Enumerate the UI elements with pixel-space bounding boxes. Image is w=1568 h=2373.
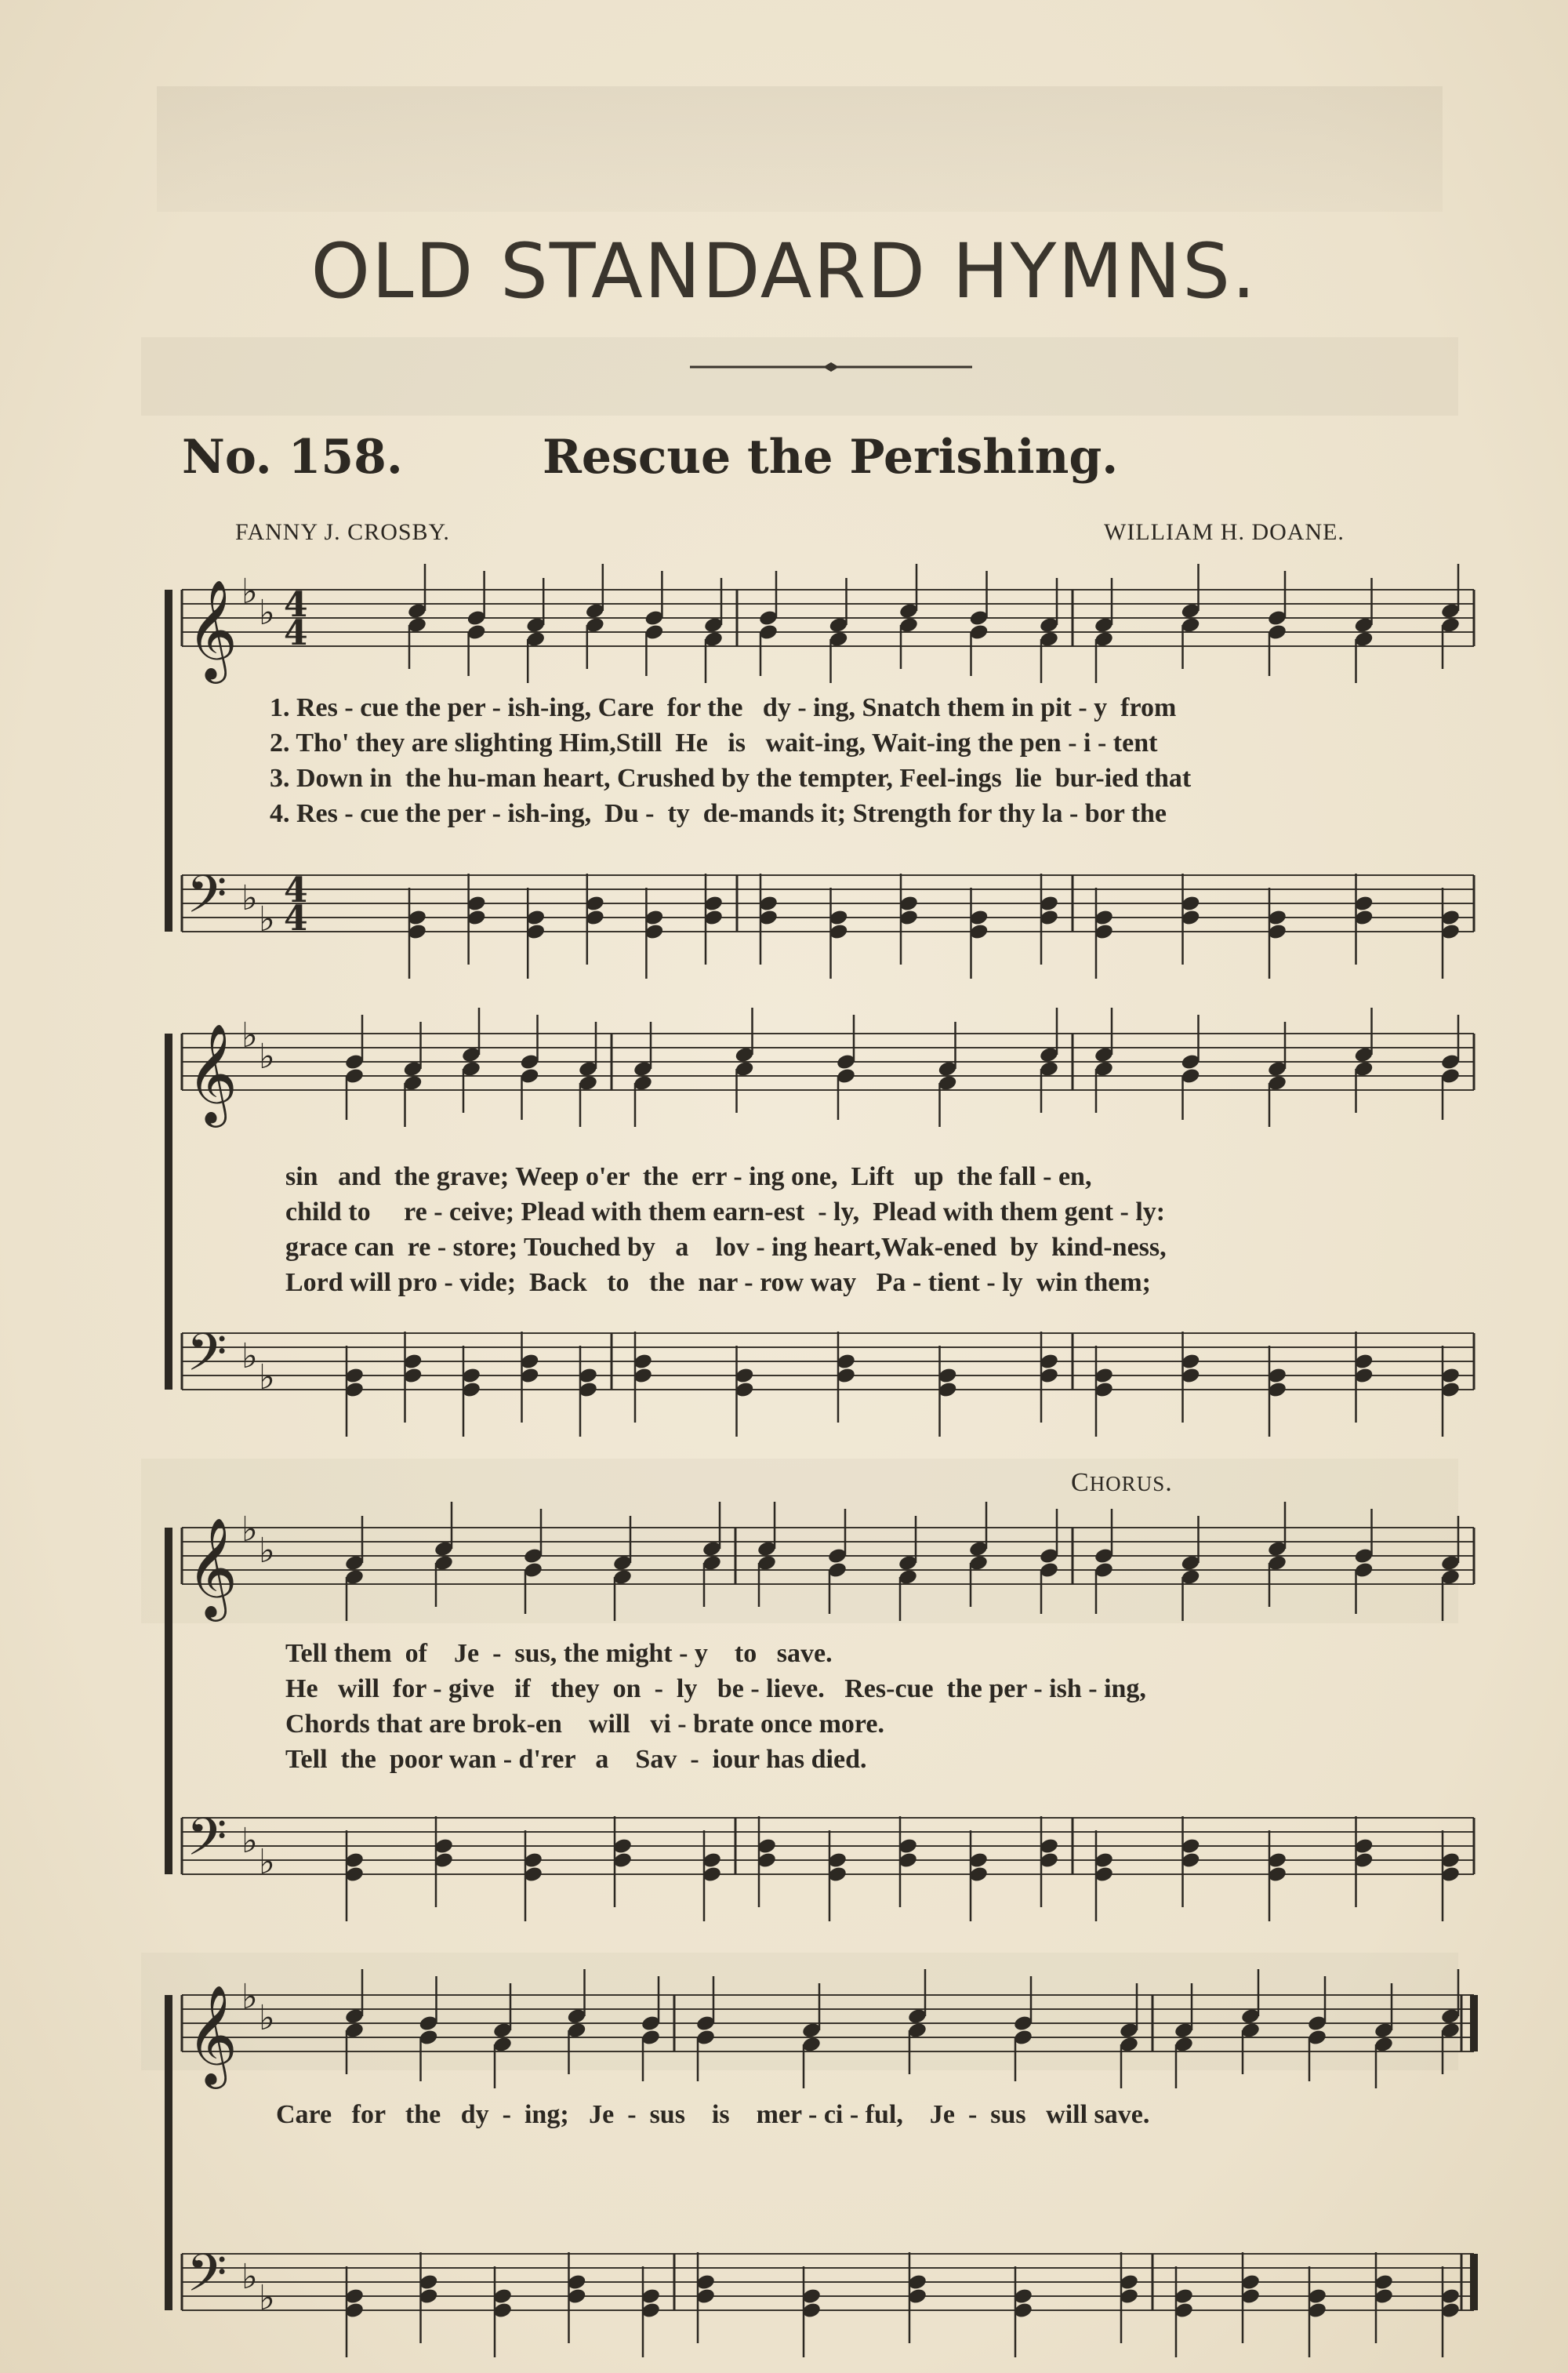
note-chord	[633, 1022, 653, 1127]
bass-staff	[182, 2243, 1474, 2357]
note-chord	[907, 1969, 927, 2074]
note-chord	[1174, 2266, 1194, 2357]
treble-staff	[182, 1008, 1474, 1128]
note-chord	[1240, 2252, 1261, 2343]
note-chord	[1039, 874, 1059, 965]
note-chord	[1094, 578, 1114, 683]
note-chord	[566, 1969, 586, 2074]
note-chord	[1353, 1332, 1374, 1423]
note-chord	[523, 1830, 543, 1921]
lyric-line: sin and the grave; Weep o'er the err - ing one, Lift up the fall - en,	[285, 1162, 1092, 1191]
note-chord	[612, 1516, 633, 1621]
note-chord	[703, 578, 724, 683]
note-chord	[1094, 1008, 1114, 1113]
note-chord	[344, 1830, 365, 1921]
note-chord	[828, 578, 848, 683]
system-bracket	[165, 1528, 172, 1874]
treble-clef-icon: 𝄞	[187, 1984, 238, 2084]
note-chord	[1180, 1816, 1200, 1907]
flat-icon: ♭	[259, 593, 275, 633]
note-chord	[641, 2266, 661, 2357]
bass-clef-icon: 𝄢	[187, 1322, 227, 1395]
flat-icon: ♭	[259, 1842, 275, 1882]
composer-credit: WILLIAM H. DOANE.	[1104, 519, 1345, 545]
note-chord	[1267, 1022, 1287, 1127]
note-chord	[968, 1830, 989, 1921]
note-chord	[898, 1816, 918, 1907]
note-chord	[492, 2266, 513, 2357]
system-bracket	[165, 590, 172, 932]
note-chord	[968, 571, 989, 676]
book-title: OLD STANDARD HYMNS.	[310, 227, 1258, 315]
flat-icon: ♭	[259, 1998, 275, 2038]
bass-staff	[182, 864, 1474, 979]
lyric-line: Chords that are brok-en will vi - brate once more.	[285, 1710, 884, 1739]
flat-icon: ♭	[241, 1016, 258, 1056]
note-chord	[519, 1015, 539, 1120]
flat-icon: ♭	[259, 1037, 275, 1077]
note-chord	[1307, 1976, 1327, 2081]
note-chord	[1180, 564, 1200, 669]
note-chord	[703, 874, 724, 965]
note-chord	[344, 1516, 365, 1621]
note-chord	[466, 874, 487, 965]
system-bracket	[165, 1995, 172, 2310]
flat-icon: ♭	[241, 1821, 258, 1861]
note-chord	[644, 888, 664, 979]
note-chord	[566, 2252, 586, 2343]
note-chord	[407, 888, 427, 979]
note-chord	[695, 1976, 716, 2081]
note-chord	[1353, 1008, 1374, 1113]
flat-icon: ♭	[259, 899, 275, 939]
note-chord	[1094, 1830, 1114, 1921]
flat-icon: ♭	[241, 1336, 258, 1376]
note-chord	[1440, 1015, 1461, 1120]
note-chord	[402, 1332, 423, 1423]
lyric-line: He will for - give if they on - ly be - lieve. Res-cue the per - ish - ing,	[285, 1674, 1146, 1703]
lyric-line: child to re - ceive; Plead with them earn-est - ly, Plead with them gent - ly:	[285, 1197, 1166, 1226]
note-chord	[836, 1015, 856, 1120]
bass-clef-icon: 𝄢	[187, 1807, 227, 1880]
note-chord	[898, 1516, 918, 1621]
note-chord	[695, 2252, 716, 2343]
note-chord	[407, 564, 427, 669]
flat-icon: ♭	[241, 1977, 258, 2017]
note-chord	[1039, 1816, 1059, 1907]
note-chord	[1353, 874, 1374, 965]
flat-icon: ♭	[259, 2278, 275, 2318]
note-chord	[344, 1015, 365, 1120]
note-chord	[1440, 2266, 1461, 2357]
note-chord	[1440, 1830, 1461, 1921]
note-chord	[758, 571, 779, 676]
chorus-label: CHORUS.	[1071, 1468, 1173, 1497]
lyricist-credit: FANNY J. CROSBY.	[235, 519, 450, 545]
note-chord	[1440, 564, 1461, 669]
note-chord	[1039, 1332, 1059, 1423]
note-chord	[1180, 1015, 1200, 1120]
note-chord	[519, 1332, 539, 1423]
note-chord	[402, 1022, 423, 1127]
note-chord	[1440, 1516, 1461, 1621]
note-chord	[1307, 2266, 1327, 2357]
note-chord	[434, 1816, 454, 1907]
note-chord	[1440, 1346, 1461, 1437]
note-chord	[702, 1502, 722, 1607]
lyric-line: 4. Res - cue the per - ish-ing, Du - ty de-mands it; Strength for thy la - bor the	[270, 799, 1167, 828]
bass-clef-icon: 𝄢	[187, 864, 227, 937]
bass-staff	[182, 1807, 1474, 1921]
flat-icon: ♭	[241, 2257, 258, 2297]
note-chord	[1267, 1830, 1287, 1921]
note-chord	[466, 571, 487, 676]
note-chord	[702, 1830, 722, 1921]
note-chord	[1240, 1969, 1261, 2074]
note-chord	[585, 874, 605, 965]
note-chord	[1353, 1509, 1374, 1614]
note-chord	[1180, 1332, 1200, 1423]
note-chord	[827, 1509, 848, 1614]
note-chord	[578, 1022, 598, 1127]
time-signature-digit: 4	[284, 870, 308, 910]
note-chord	[1039, 578, 1059, 683]
treble-clef-icon: 𝄞	[187, 579, 238, 679]
note-chord	[801, 1983, 822, 2088]
note-chord	[1094, 888, 1114, 979]
note-chord	[1039, 1509, 1059, 1614]
note-chord	[801, 2266, 822, 2357]
note-chord	[1440, 888, 1461, 979]
note-chord	[344, 2266, 365, 2357]
note-chord	[1267, 571, 1287, 676]
treble-clef-icon: 𝄞	[187, 1517, 238, 1617]
note-chord	[1374, 2252, 1394, 2343]
time-signature-digit: 4	[284, 899, 308, 939]
note-chord	[1094, 1346, 1114, 1437]
note-chord	[1013, 2266, 1033, 2357]
bass-clef-icon: 𝄢	[187, 2243, 227, 2316]
note-chord	[757, 1502, 777, 1607]
bass-staff	[182, 1322, 1474, 1437]
system-bracket	[165, 1034, 172, 1390]
note-chord	[418, 1976, 438, 2081]
hymn-title: Rescue the Perishing.	[543, 430, 1119, 485]
treble-staff	[182, 564, 1474, 684]
lyric-line: Tell them of Je - sus, the might - y to save.	[285, 1639, 833, 1668]
note-chord	[907, 2252, 927, 2343]
note-chord	[968, 1502, 989, 1607]
note-chord	[1267, 888, 1287, 979]
note-chord	[1119, 2252, 1139, 2343]
note-chord	[461, 1008, 481, 1113]
note-chord	[525, 888, 546, 979]
note-chord	[1267, 1502, 1287, 1607]
note-chord	[757, 1816, 777, 1907]
time-signature-digit: 4	[284, 585, 308, 625]
note-chord	[898, 874, 919, 965]
lyric-line: Lord will pro - vide; Back to the nar - row way Pa - tient - ly win them;	[285, 1268, 1151, 1297]
lyric-line: 3. Down in the hu-man heart, Crushed by the tempter, Feel-ings lie bur-ied that	[270, 764, 1192, 793]
lyric-line: 2. Tho' they are slighting Him,Still He is wait-ing, Wait-ing the pen - i - tent	[270, 729, 1158, 758]
note-chord	[578, 1346, 598, 1437]
note-chord	[734, 1008, 754, 1113]
note-chord	[937, 1346, 957, 1437]
lyric-line: Care for the dy - ing; Je - sus is mer - ci - ful, Je - sus will save.	[276, 2100, 1150, 2129]
note-chord	[1267, 1346, 1287, 1437]
note-chord	[633, 1332, 653, 1423]
flat-icon: ♭	[241, 572, 258, 612]
flat-icon: ♭	[241, 878, 258, 918]
treble-staff	[182, 1969, 1474, 2089]
lyric-line: 1. Res - cue the per - ish-ing, Care for the dy - ing, Snatch them in pit - y from	[270, 693, 1177, 722]
note-chord	[585, 564, 605, 669]
note-chord	[525, 578, 546, 683]
note-chord	[1119, 1983, 1139, 2088]
note-chord	[937, 1022, 957, 1127]
note-chord	[1180, 1516, 1200, 1621]
note-chord	[1013, 1976, 1033, 2081]
note-chord	[1174, 1983, 1194, 2088]
music-system	[165, 1969, 1474, 2357]
note-chord	[418, 2252, 438, 2343]
hymn-number: No. 158.	[182, 430, 403, 485]
note-chord	[827, 1830, 848, 1921]
note-chord	[612, 1816, 633, 1907]
note-chord	[734, 1346, 754, 1437]
note-chord	[344, 1969, 365, 2074]
flat-icon: ♭	[241, 1510, 258, 1550]
treble-clef-icon: 𝄞	[187, 1023, 238, 1123]
note-chord	[434, 1502, 454, 1607]
note-chord	[344, 1346, 365, 1437]
note-chord	[641, 1976, 661, 2081]
time-signature-digit: 4	[284, 613, 308, 653]
note-chord	[644, 571, 664, 676]
note-chord	[523, 1509, 543, 1614]
flat-icon: ♭	[259, 1357, 275, 1397]
lyric-line: grace can re - store; Touched by a lov - ing heart,Wak-ened by kind-ness,	[285, 1233, 1167, 1262]
note-chord	[461, 1346, 481, 1437]
note-chord	[836, 1332, 856, 1423]
note-chord	[758, 874, 779, 965]
note-chord	[492, 1983, 513, 2088]
note-chord	[1353, 1816, 1374, 1907]
lyric-line: Tell the poor wan - d'rer a Sav - iour has died.	[285, 1745, 867, 1774]
note-chord	[1440, 1969, 1461, 2074]
note-chord	[1374, 1983, 1394, 2088]
note-chord	[1353, 578, 1374, 683]
note-chord	[1039, 1008, 1059, 1113]
note-chord	[828, 888, 848, 979]
note-chord	[1180, 874, 1200, 965]
treble-staff	[182, 1502, 1474, 1622]
note-chord	[968, 888, 989, 979]
flat-icon: ♭	[259, 1531, 275, 1571]
note-chord	[898, 564, 919, 669]
note-chord	[1094, 1509, 1114, 1614]
